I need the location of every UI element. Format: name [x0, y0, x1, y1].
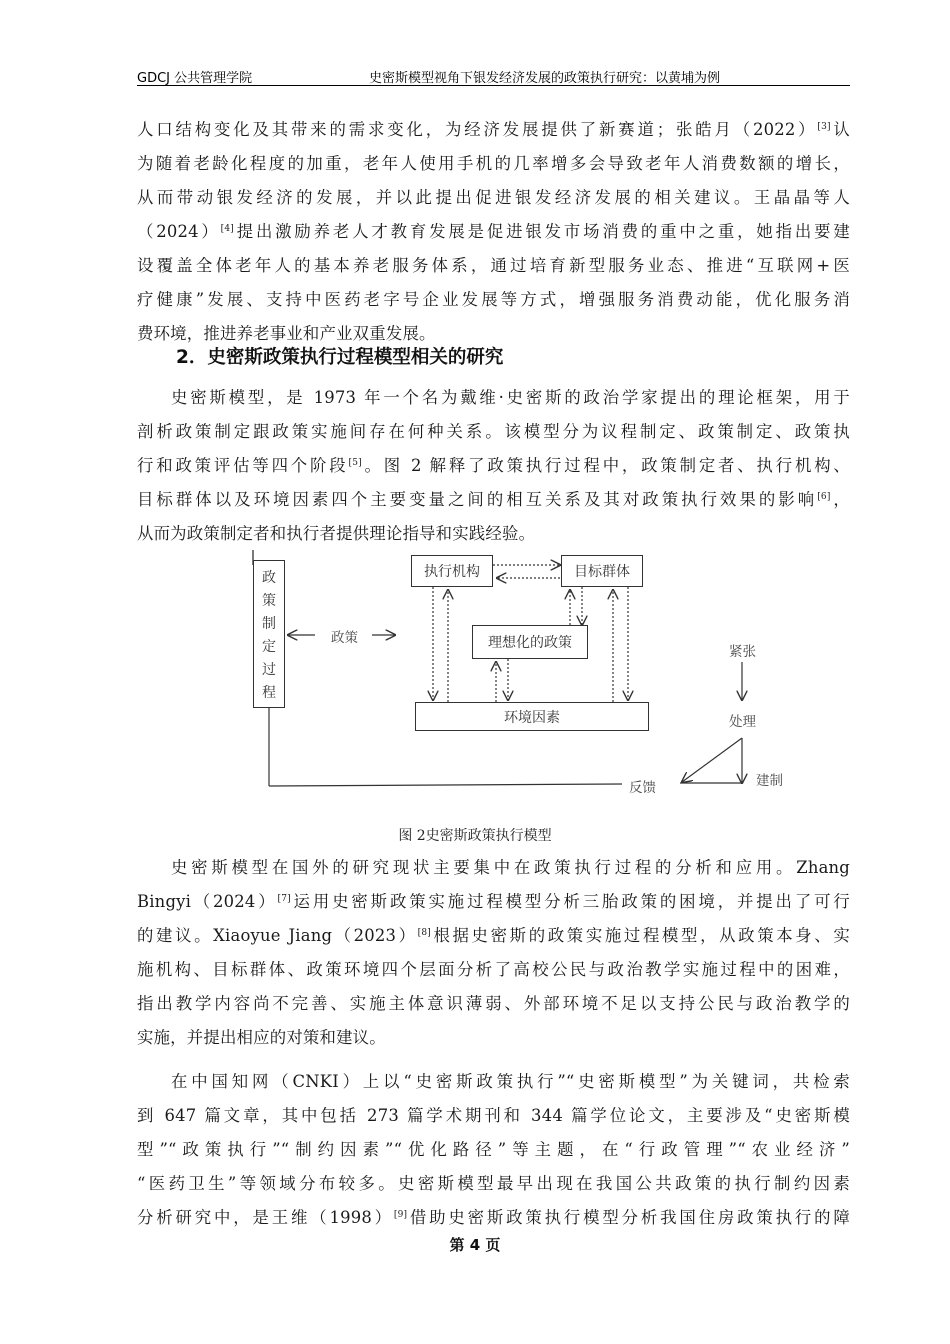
text-line: 史密斯模型在国外的研究现状主要集中在政策执行过程的分析和应用。Zhang [171, 858, 850, 877]
text-line: 施机构、目标群体、政策环境四个层面分析了高校公民与政治教学实施过程中的困难， [137, 960, 850, 979]
text-line: 从而带动银发经济的发展，并以此提出促进银发经济发展的相关建议。王晶晶等人 [137, 188, 850, 207]
text-line: 行和政策评估等四个阶段[5]。图 2 解释了政策执行过程中，政策制定者、执行机构、 [137, 456, 851, 475]
citation: [4] [220, 224, 235, 234]
text-line: 到 647 篇文章，其中包括 273 篇学术期刊和 344 篇学位论文，主要涉及“史密斯模 [137, 1106, 850, 1125]
text-line: 剖析政策制定跟政策实施间存在何种关系。该模型分为议程制定、政策制定、政策执 [137, 422, 850, 441]
page-header [137, 66, 850, 86]
policy-label: 政策 [331, 630, 358, 646]
text-line: 分析研究中，是王维（1998）[9]借助史密斯政策执行模型分析我国住房政策执行的障 [137, 1208, 850, 1227]
citation: [7] [277, 894, 291, 904]
target-group-box: 目标群体 [561, 555, 643, 587]
figure-caption: 图 2史密斯政策执行模型 [398, 828, 552, 844]
page-number: 第 4 页 [449, 1236, 501, 1254]
feedback-label: 反馈 [629, 780, 656, 796]
text-line: 实施，并提出相应的对策和建议。 [137, 1028, 386, 1047]
text-line: 设覆盖全体老年人的基本养老服务体系，通过培育新型服务业态、推进“互联网+医 [137, 256, 850, 275]
handling-label: 处理 [729, 714, 756, 730]
text-line: 史密斯模型，是 1973 年一个名为戴维·史密斯的政治学家提出的理论框架，用于 [171, 388, 850, 407]
text-line: “医药卫生”等领域分布较多。史密斯模型最早出现在我国公共政策的执行制约因素 [137, 1174, 850, 1193]
policy-process-box: 政 策 制 定 过 程 [253, 560, 285, 708]
text-line: 在中国知网（CNKI）上以“史密斯政策执行”“史密斯模型”为关键词，共检索 [171, 1072, 850, 1091]
idealized-policy-box: 理想化的政策 [472, 625, 588, 659]
diagram-connectors [240, 545, 820, 805]
text-line: 指出教学内容尚不完善、实施主体意识薄弱、外部环境不足以支持公民与政治教学的 [137, 994, 850, 1013]
citation: [5] [348, 458, 362, 468]
header-title: 史密斯模型视角下银发经济发展的政策执行研究：以黄埔为例 [369, 71, 721, 86]
text-line: 从而为政策制定者和执行者提供理论指导和实践经验。 [137, 524, 536, 543]
agency-box: 执行机构 [411, 555, 493, 587]
citation: [3] [817, 122, 831, 132]
text-line: 人口结构变化及其带来的需求变化，为经济发展提供了新赛道；张皓月（2022）[3]认 [137, 120, 850, 139]
citation: [9] [393, 1210, 408, 1220]
section-heading: 2．史密斯政策执行过程模型相关的研究 [176, 347, 504, 368]
smith-model-diagram [240, 545, 820, 805]
text-line: 型”“政策执行”“制约因素”“优化路径”等主题，在“行政管理”“农业经济” [137, 1140, 850, 1159]
tension-label: 紧张 [729, 644, 756, 660]
text-line: 费环境，推进养老事业和产业双重发展。 [137, 324, 436, 343]
header-institution: GDCJ 公共管理学院 [137, 71, 253, 86]
text-line: 的建议。Xiaoyue Jiang（2023）[8]根据史密斯的政策实施过程模型，从政策本身、实 [137, 926, 850, 945]
institution-label: 建制 [756, 773, 783, 789]
citation: [8] [417, 928, 432, 938]
text-line: 疗健康”发展、支持中医药老字号企业发展等方式，增强服务消费动能，优化服务消 [137, 290, 850, 309]
text-line: Bingyi（2024）[7]运用史密斯政策实施过程模型分析三胎政策的困境，并提出了可行 [137, 892, 850, 911]
text-line: （2024）[4]提出激励养老人才教育发展是促进银发市场消费的重中之重，她指出要建 [137, 222, 850, 241]
environment-box: 环境因素 [415, 702, 649, 731]
citation: [6] [817, 492, 831, 502]
text-line: 为随着老龄化程度的加重，老年人使用手机的几率增多会导致老年人消费数额的增长， [137, 154, 850, 173]
text-line: 目标群体以及环境因素四个主要变量之间的相互关系及其对政策执行效果的影响[6]， [137, 490, 850, 509]
